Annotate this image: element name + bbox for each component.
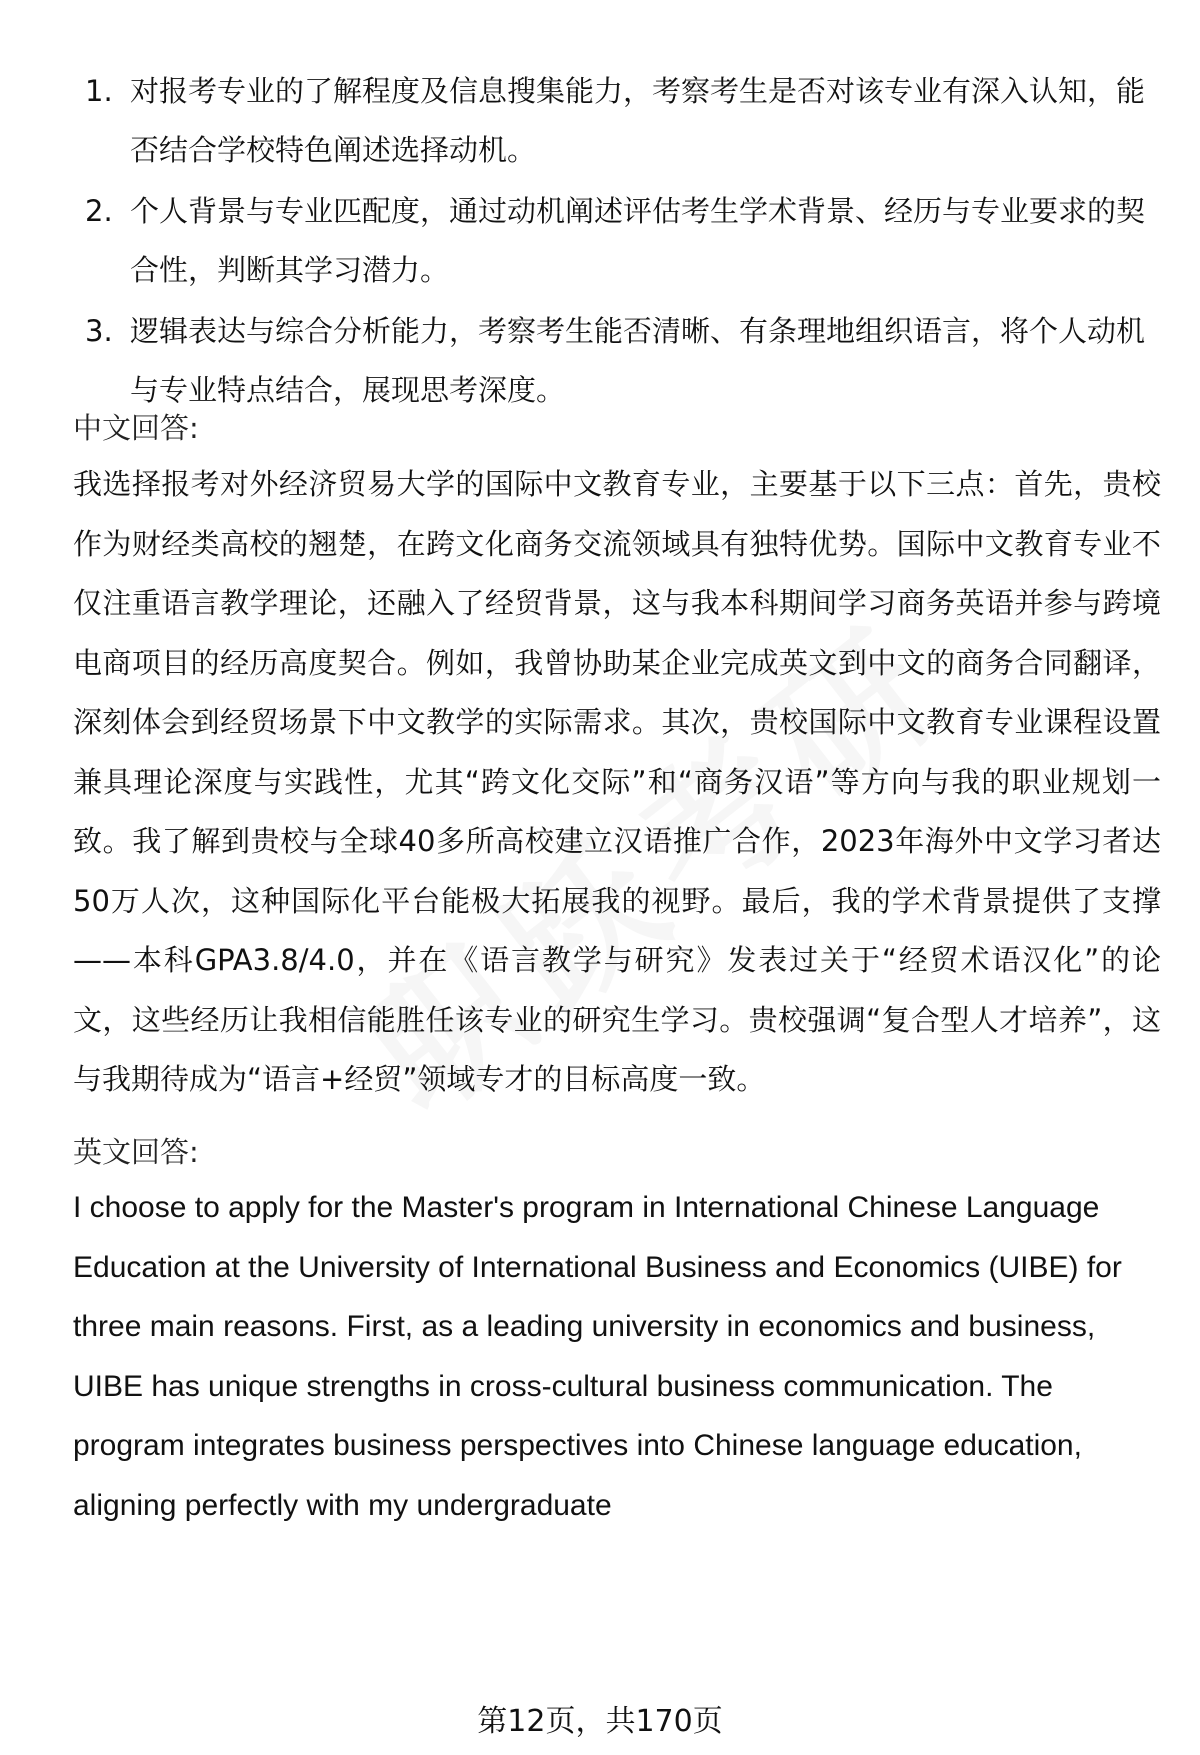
list-item	[80, 302, 1160, 420]
page-number-footer: 第12页，共170页	[477, 1704, 723, 1739]
list-item	[80, 182, 1160, 300]
chinese-answer-heading: 中文回答:	[73, 411, 199, 445]
english-answer-heading: 英文回答:	[73, 1135, 199, 1169]
english-answer-body: I choose to apply for the Master's program in International Chinese Language Education at the University of International Business and Economics (UIBE) for three main reasons. First, as a leading university in economics and business, UIBE has unique strengths in cross-cultural business communication. The program integrates business perspectives into Chinese language education, aligning perfectly with my undergraduate	[73, 1191, 1122, 1522]
list-item-number: 1.	[85, 74, 113, 108]
chinese-answer-body: 我选择报考对外经济贸易大学的国际中文教育专业，主要基于以下三点：首先，贵校作为财经类高校的翘楚，在跨文化商务交流领域具有独特优势。国际中文教育专业不仅注重语言教学理论，还融入了经贸背景，这与我本科期间学习商务英语并参与跨境电商项目的经历高度契合。例如，我曾协助某企业完成英文到中文的商务合同翻译，深刻体会到经贸场景下中文教学的实际需求。其次，贵校国际中文教育专业课程设置兼具理论深度与实践性，尤其“跨文化交际”和“商务汉语”等方向与我的职业规划一致。我了解到贵校与全球40多所高校建立汉语推广合作，2023年海外中文学习者达50万人次，这种国际化平台能极大拓展我的视野。最后，我的学术背景提供了支撑——本科GPA3.8/4.0，并在《语言教学与研究》发表过关于“经贸术语汉化”的论文，这些经历让我相信能胜任该专业的研究生学习。贵校强调“复合型人才培养”，这与我期待成为“语言+经贸”领域专才的目标高度一致。	[73, 467, 1161, 1096]
list-item-number: 3.	[85, 314, 113, 348]
evaluation-criteria-list	[80, 62, 1160, 422]
list-item-text: 逻辑表达与综合分析能力，考察考生能否清晰、有条理地组织语言，将个人动机与专业特点结合，展现思考深度。	[130, 314, 1146, 407]
list-item-text: 对报考专业的了解程度及信息搜集能力，考察考生是否对该专业有深入认知，能否结合学校特色阐述选择动机。	[130, 74, 1146, 167]
list-item	[80, 62, 1160, 180]
list-item-text: 个人背景与专业匹配度，通过动机阐述评估考生学术背景、经历与专业要求的契合性，判断其学习潜力。	[130, 194, 1146, 287]
list-item-number: 2.	[85, 194, 113, 228]
